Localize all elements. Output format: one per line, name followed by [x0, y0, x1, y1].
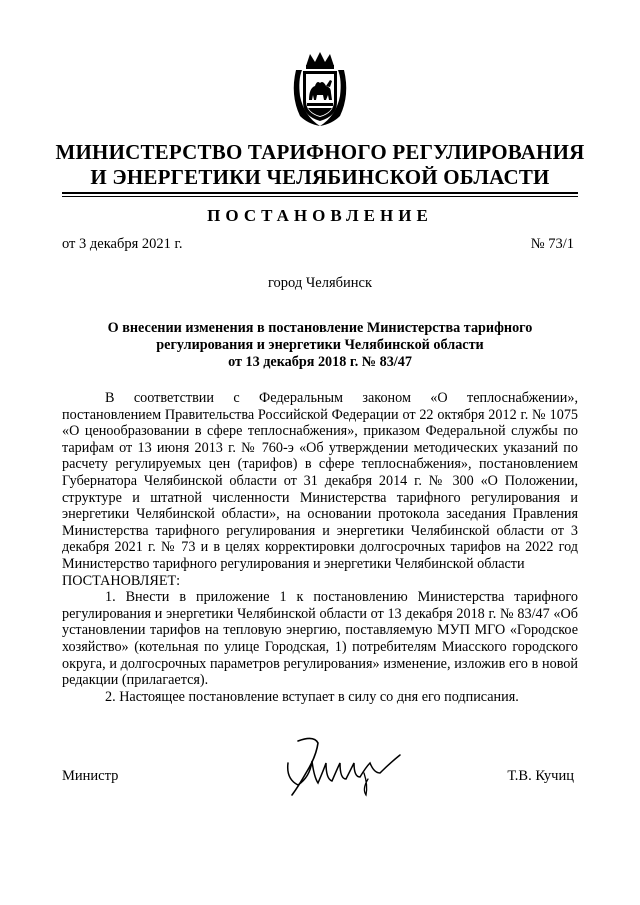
item-2-paragraph: 2. Настоящее постановление вступает в силу со дня его подписания.: [105, 688, 519, 705]
document-date: от 3 декабря 2021 г.: [62, 236, 183, 252]
handwritten-signature-icon: [268, 733, 408, 803]
document-number: № 73/1: [530, 236, 574, 252]
signatory-position: Министр: [62, 768, 119, 784]
header-divider-thick: [62, 192, 578, 194]
document-city: город Челябинск: [267, 275, 373, 291]
ministry-name: [40, 140, 600, 190]
document-title-line3: от 13 декабря 2018 г. № 83/47: [228, 354, 412, 370]
ministry-name-line2: И ЭНЕРГЕТИКИ ЧЕЛЯБИНСКОЙ ОБЛАСТИ: [90, 165, 550, 189]
document-title: [100, 320, 540, 371]
header-divider-thin: [62, 196, 578, 197]
document-body: [62, 390, 578, 705]
ministry-name-line1: МИНИСТЕРСТВО ТАРИФНОГО РЕГУЛИРОВАНИЯ: [55, 140, 585, 164]
coat-of-arms-icon: [290, 50, 350, 128]
resolves-heading: ПОСТАНОВЛЯЕТ:: [62, 572, 181, 589]
document-title-line2: регулирования и энергетики Челябинской области: [156, 337, 484, 353]
document-type: ПОСТАНОВЛЕНИЕ: [207, 206, 433, 225]
signatory-name: Т.В. Кучиц: [507, 768, 574, 784]
preamble-paragraph: В соответствии с Федеральным законом «О теплоснабжении», постановлением Правительства Российской Федерации от 22 октября 2012 г. № 1075 «О ценообразовании в сфере теплоснабжения», приказом Федеральной службы по тарифам от 13 июня 2013 г. № 760-э «Об утверждении методических указаний по расчету регулируемых цен (тарифов) в сфере теплоснабжения», постановлением Губернатора Челябинской области от 31 декабря 2014 г. № 300 «О Положении, структуре и штатной численности Министерства тарифного регулирования и энергетики Челябинской области», на основании протокола заседания Правления Министерства тарифного регулирования и энергетики Челябинской области от 3 декабря 2021 г. № 73 и в целях корректировки долгосрочных тарифов на 2022 год Министерство тарифного регулирования и энергетики Челябинской области: [62, 390, 578, 572]
document-title-line1: О внесении изменения в постановление Министерства тарифного: [107, 320, 533, 336]
item-1-paragraph: 1. Внести в приложение 1 к постановлению Министерства тарифного регулирования и энергетики Челябинской области от 13 декабря 2018 г. № 83/47 «Об установлении тарифов на тепловую энергию, поставляемую МУП МГО «Городское хозяйство» (котельная по улице Городская, 1) потребителям Миасского городского округа, и долгосрочных параметров регулирования» изменение, изложив его в новой редакции (прилагается).: [62, 589, 578, 689]
